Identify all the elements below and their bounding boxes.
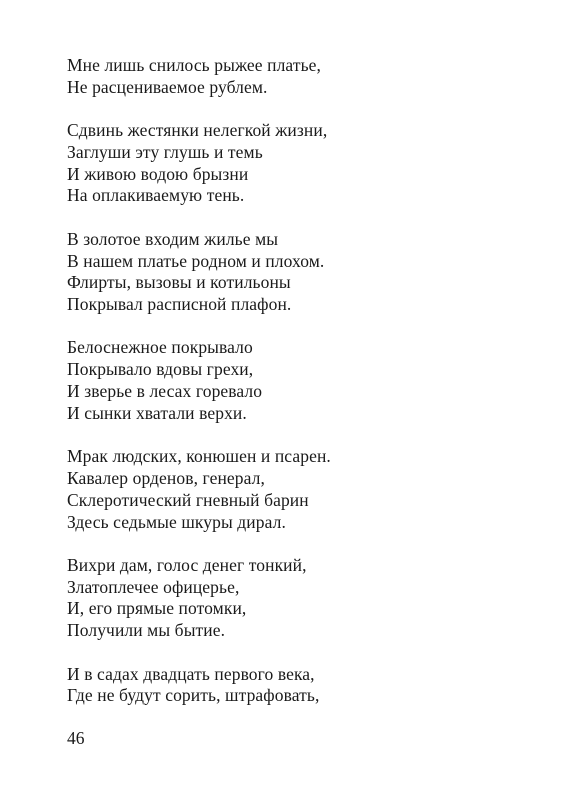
poem-line: И живою водою брызни (67, 163, 249, 184)
poem-line: Здесь седьмые шкуры дирал. (67, 511, 286, 532)
poem-line: Покрывал расписной плафон. (67, 294, 292, 315)
poem-line: Мрак людских, конюшен и псарен. (67, 446, 331, 467)
stanza (67, 664, 527, 708)
poem-line: И в садах двадцать первого века, (67, 663, 315, 684)
poem-line: Вихри дам, голос денег тонкий, (67, 554, 307, 575)
stanza (67, 120, 527, 207)
page-number: 46 (67, 728, 85, 748)
poem-line: Где не будут сорить, штрафовать, (67, 685, 320, 706)
poem-line: Сдвинь жестянки нелегкой жизни, (67, 120, 328, 141)
poem-line: Получили мы бытие. (67, 620, 226, 641)
poem-line: Склеротический гневный барин (67, 489, 309, 510)
poem-line: Заглуши эту глушь и темь (67, 141, 263, 162)
poem-line: Златоплечее офицерье, (67, 576, 240, 597)
poem-line: Белоснежное покрывало (67, 337, 253, 358)
poem-text (67, 55, 527, 729)
stanza (67, 55, 527, 99)
stanza (67, 337, 527, 424)
poem-line: И, его прямые потомки, (67, 598, 247, 619)
poem-line: Покрывало вдовы грехи, (67, 359, 254, 380)
poem-line: Мне лишь снилось рыжее платье, (67, 55, 321, 75)
poem-line: Флирты, вызовы и котильоны (67, 272, 291, 293)
poem-line: И зверье в лесах горевало (67, 381, 263, 402)
poem-line: На оплакиваемую тень. (67, 185, 245, 206)
poem-line: В золотое входим жилье мы (67, 228, 279, 249)
poem-line: Кавалер орденов, генерал, (67, 467, 265, 488)
poem-line: В нашем платье родном и плохом. (67, 250, 325, 271)
stanza (67, 446, 527, 533)
poem-line: Не расцениваемое рублем. (67, 76, 268, 97)
stanza (67, 555, 527, 642)
stanza (67, 229, 527, 316)
poem-line: И сынки хватали верхи. (67, 402, 247, 423)
